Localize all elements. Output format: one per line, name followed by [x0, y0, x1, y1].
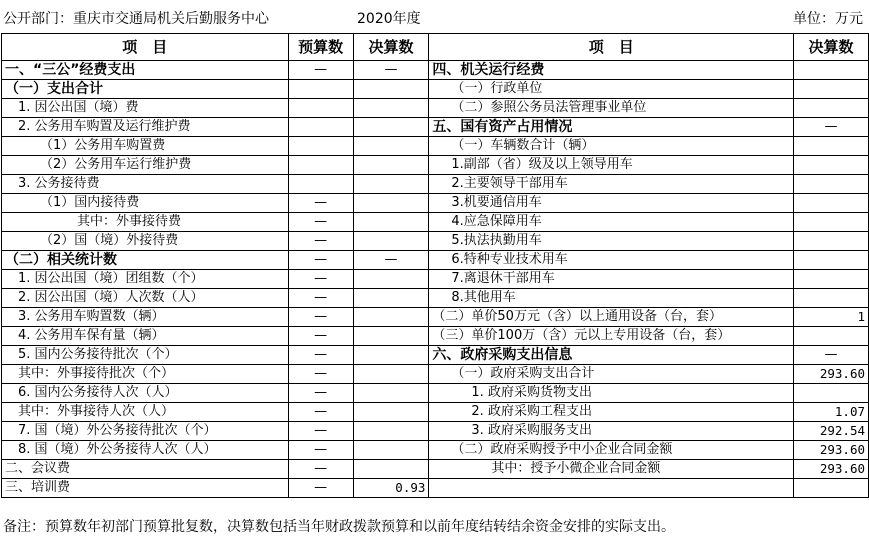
right-item-cell: 5.执法执勤用车 [429, 232, 794, 251]
left-budget-cell: — [288, 365, 353, 384]
right-item-cell: 4.应急保障用车 [429, 213, 794, 232]
table-row [2, 346, 869, 365]
left-item-cell: 二、会议费 [2, 460, 289, 479]
right-item-cell: 五、国有资产占用情况 [429, 118, 794, 137]
table-row [2, 289, 869, 308]
left-budget-cell: — [288, 422, 353, 441]
right-item-cell [429, 479, 794, 498]
left-final-cell [353, 194, 429, 213]
left-budget-cell [288, 80, 353, 99]
table-row [2, 61, 869, 80]
left-final-cell [353, 365, 429, 384]
right-item-cell: 8.其他用车 [429, 289, 794, 308]
left-budget-cell: — [288, 479, 353, 498]
col-header-left-final: 决算数 [353, 34, 429, 61]
right-final-cell [794, 175, 869, 194]
left-budget-cell: — [288, 308, 353, 327]
left-item-cell: （2）国（境）外接待费 [2, 232, 289, 251]
right-item-cell: 2.主要领导干部用车 [429, 175, 794, 194]
left-final-cell [353, 99, 429, 118]
table-row [2, 118, 869, 137]
right-item-cell: 四、机关运行经费 [429, 61, 794, 80]
three-public-expense-table [1, 33, 869, 498]
left-item-cell: （1）国内接待费 [2, 194, 289, 213]
left-budget-cell: — [288, 441, 353, 460]
left-item-cell: 3. 公务用车购置数（辆） [2, 308, 289, 327]
right-final-cell [794, 289, 869, 308]
left-final-cell [353, 270, 429, 289]
right-final-cell [794, 251, 869, 270]
right-item-cell: 6.特种专业技术用车 [429, 251, 794, 270]
right-final-cell [794, 327, 869, 346]
col-header-right-item: 项 目 [429, 34, 794, 61]
left-final-cell [353, 213, 429, 232]
left-item-cell: 1. 因公出国（境）费 [2, 99, 289, 118]
right-final-cell [794, 384, 869, 403]
table-row [2, 232, 869, 251]
table-row [2, 270, 869, 289]
left-budget-cell [288, 137, 353, 156]
department-label: 公开部门：重庆市交通局机关后勤服务中心 [3, 11, 269, 27]
left-item-cell: （1）公务用车购置费 [2, 137, 289, 156]
table-row [2, 156, 869, 175]
footnote: 备注：预算数年初部门预算批复数，决算数包括当年财政拨款预算和以前年度结转结余资金安排的实际支出。 [3, 519, 675, 535]
left-final-cell: — [353, 251, 429, 270]
left-item-cell: 其中：外事接待人次（人） [2, 403, 289, 422]
left-item-cell: 2. 因公出国（境）人次数（人） [2, 289, 289, 308]
right-final-cell: 292.54 [794, 422, 869, 441]
left-final-cell [353, 460, 429, 479]
left-final-cell [353, 422, 429, 441]
col-header-left-item: 项 目 [2, 34, 289, 61]
left-final-cell [353, 137, 429, 156]
table-row [2, 441, 869, 460]
right-final-cell [794, 194, 869, 213]
left-final-cell [353, 327, 429, 346]
table-row [2, 213, 869, 232]
left-item-cell: 3. 公务接待费 [2, 175, 289, 194]
right-final-cell: 293.60 [794, 441, 869, 460]
right-final-cell [794, 270, 869, 289]
left-budget-cell: — [288, 251, 353, 270]
left-final-cell [353, 346, 429, 365]
table-row [2, 479, 869, 498]
left-item-cell: 三、培训费 [2, 479, 289, 498]
right-final-cell [794, 156, 869, 175]
right-item-cell: 3. 政府采购服务支出 [429, 422, 794, 441]
left-final-cell [353, 175, 429, 194]
left-final-cell [353, 118, 429, 137]
right-final-cell: — [794, 346, 869, 365]
left-final-cell [353, 156, 429, 175]
right-item-cell: 六、政府采购支出信息 [429, 346, 794, 365]
left-budget-cell: — [288, 194, 353, 213]
table-row [2, 384, 869, 403]
left-final-cell [353, 308, 429, 327]
left-item-cell: 5. 国内公务接待批次（个） [2, 346, 289, 365]
right-item-cell: （三）单价100万（含）元以上专用设备（台，套） [429, 327, 794, 346]
right-final-cell: 293.60 [794, 460, 869, 479]
left-budget-cell [288, 99, 353, 118]
right-final-cell [794, 213, 869, 232]
right-item-cell: （二）政府采购授予中小企业合同金额 [429, 441, 794, 460]
left-budget-cell: — [288, 327, 353, 346]
col-header-left-budget: 预算数 [288, 34, 353, 61]
right-item-cell: 1. 政府采购货物支出 [429, 384, 794, 403]
left-item-cell: （一）支出合计 [2, 80, 289, 99]
left-final-cell [353, 441, 429, 460]
right-item-cell: 1.副部（省）级及以上领导用车 [429, 156, 794, 175]
table-row [2, 327, 869, 346]
left-budget-cell: — [288, 289, 353, 308]
left-budget-cell: — [288, 346, 353, 365]
left-budget-cell [288, 175, 353, 194]
left-final-cell [353, 403, 429, 422]
left-final-cell [353, 80, 429, 99]
right-item-cell: （二）参照公务员法管理事业单位 [429, 99, 794, 118]
left-item-cell: 其中：外事接待批次（个） [2, 365, 289, 384]
left-item-cell: 4. 公务用车保有量（辆） [2, 327, 289, 346]
right-final-cell [794, 80, 869, 99]
right-item-cell: 7.离退休干部用车 [429, 270, 794, 289]
table-row [2, 251, 869, 270]
right-final-cell: 1.07 [794, 403, 869, 422]
table-row [2, 99, 869, 118]
right-item-cell: （一）车辆数合计（辆） [429, 137, 794, 156]
left-item-cell: 一、“三公”经费支出 [2, 61, 289, 80]
right-final-cell: — [794, 118, 869, 137]
table-row [2, 175, 869, 194]
left-final-cell [353, 384, 429, 403]
left-budget-cell: — [288, 460, 353, 479]
left-budget-cell: — [288, 232, 353, 251]
table-row [2, 460, 869, 479]
table-header-row [2, 34, 869, 61]
left-budget-cell: — [288, 384, 353, 403]
right-final-cell [794, 61, 869, 80]
left-budget-cell: — [288, 213, 353, 232]
left-item-cell: 7. 国（境）外公务接待批次（个） [2, 422, 289, 441]
left-final-cell: 0.93 [353, 479, 429, 498]
left-final-cell: — [353, 61, 429, 80]
right-item-cell: （一）政府采购支出合计 [429, 365, 794, 384]
left-final-cell [353, 289, 429, 308]
left-item-cell: （2）公务用车运行维护费 [2, 156, 289, 175]
table-row [2, 422, 869, 441]
table-row [2, 308, 869, 327]
left-budget-cell: — [288, 270, 353, 289]
left-final-cell [353, 232, 429, 251]
table-row [2, 194, 869, 213]
right-final-cell: 1 [794, 308, 869, 327]
right-final-cell [794, 137, 869, 156]
right-final-cell [794, 479, 869, 498]
left-item-cell: 6. 国内公务接待人次（人） [2, 384, 289, 403]
table-row [2, 137, 869, 156]
col-header-right-final: 决算数 [794, 34, 869, 61]
left-item-cell: 2. 公务用车购置及运行维护费 [2, 118, 289, 137]
right-item-cell: （二）单价50万元（含）以上通用设备（台，套） [429, 308, 794, 327]
unit-label: 单位：万元 [793, 11, 863, 27]
table-row [2, 403, 869, 422]
right-item-cell: 其中：授予小微企业合同金额 [429, 460, 794, 479]
right-item-cell: 3.机要通信用车 [429, 194, 794, 213]
left-item-cell: 1. 因公出国（境）团组数（个） [2, 270, 289, 289]
left-item-cell: （二）相关统计数 [2, 251, 289, 270]
table-row [2, 365, 869, 384]
report-header [0, 0, 869, 33]
right-final-cell [794, 99, 869, 118]
right-item-cell: （一）行政单位 [429, 80, 794, 99]
right-item-cell: 2. 政府采购工程支出 [429, 403, 794, 422]
left-budget-cell: — [288, 403, 353, 422]
left-budget-cell: — [288, 61, 353, 80]
left-budget-cell [288, 156, 353, 175]
left-item-cell: 其中：外事接待费 [2, 213, 289, 232]
right-final-cell: 293.60 [794, 365, 869, 384]
right-final-cell [794, 232, 869, 251]
left-budget-cell [288, 118, 353, 137]
left-item-cell: 8. 国（境）外公务接待人次（人） [2, 441, 289, 460]
table-row [2, 80, 869, 99]
year-label: 2020年度 [357, 11, 421, 27]
